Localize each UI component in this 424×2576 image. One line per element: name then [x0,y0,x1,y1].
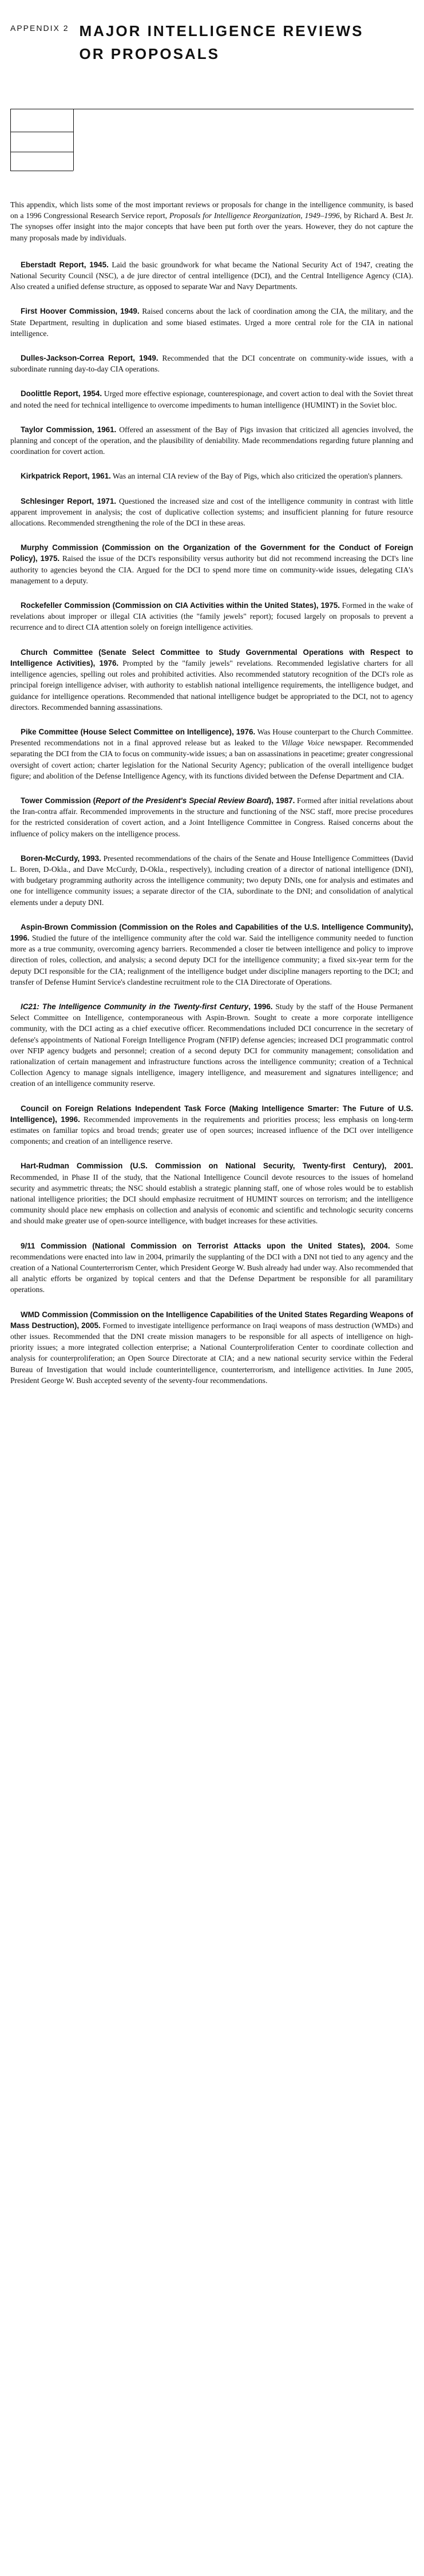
intro-text: This appendix, which lists some of the most important reviews or proposals for change in the intelligence community, is based on a 1996 Congressional Research Service report, [10,200,413,220]
entry-text-continued: newspaper. Recommended separating the DCI from the CIA to focus on community-wide issues; a ban on assassinations in peacetime; greater congressional oversight of covert action; charter legislation for the National Security Agency; publication of the overall intelligence budget figure; and abolition of the Defense Intelligence Agency, with its functions divided between the Defense Department and CIA. [10,738,413,780]
entry-text: Was an internal CIA review of the Bay of Pigs, which also criticized the operation's planners. [110,472,403,481]
entry-heading [21,796,295,805]
entry-heading-part: , 1996. [248,1002,273,1011]
entry-text: Urged more effective espionage, counterespionage, and covert action to deal with the Soviet threat and noted the need for technical intelligence to overcome impediments to human intelligence (HUMINT) in the Soviet bloc. [10,389,413,409]
entry-dulles-jackson-correa [10,353,413,374]
entry-newspaper-title: Village Voice [282,738,324,748]
intro-report-title: Proposals for Intelligence Reorganization, 1949–1996 [169,211,340,220]
entry-heading: Boren-McCurdy, 1993. [21,854,101,863]
entry-church [10,647,413,713]
entry-heading: 9/11 Commission (National Commission on Terrorist Attacks upon the United States), 2004. [21,1241,390,1250]
appendix-title: MAJOR INTELLIGENCE REVIEWS OR PROPOSALS [79,22,364,62]
entry-heading: Church Committee (Senate Select Committee to Study Governmental Operations with Respect to Intelligence Activities), 1976. [10,647,413,667]
entry-heading: Pike Committee (House Select Committee on Intelligence), 1976. [21,727,256,736]
entry-heading: Eberstadt Report, 1945. [21,260,109,269]
entry-text: Studied the future of the intelligence community after the cold war. Said the intelligence community needed to function more as a true community, overcoming agency barriers. Recommended a closer tie between intelligence and policy to improve direction of roles, collection, and analysis; a second deputy DCI for the intelligence community; a fixed six-year term for the deputy DCI responsible for the CIA; realignment of the intelligence budget under discipline managers reporting to the DCI; and transfer of Defense Humint Service's clandestine recruitment role to the CIA Directorate of Operations. [10,933,413,986]
entry-text: Recommended improvements in the requirements and priorities process; less emphasis on long-term estimates on familiar topics and broad trends; greater use of open sources; increased influence of the DCI over intelligence components; and creation of an intelligence reserve. [10,1115,413,1146]
entry-text: Offered an assessment of the Bay of Pigs invasion that criticized all agencies involved, the planning and concept of the operation, and the plausibility of deniability. Made recommendations regarding future planning and coordination for covert action. [10,425,414,456]
entry-heading-report-title: Report of the President's Special Review Board [96,796,269,805]
intro-paragraph [10,199,413,243]
entry-ic21 [10,1001,413,1089]
entry-heading: Schlesinger Report, 1971. [21,496,117,505]
entry-doolittle [10,388,413,410]
entry-heading-study-title: IC21: The Intelligence Community in the Twenty-first Century [21,1002,249,1011]
entry-text: Presented recommendations of the chairs of the Senate and House Intelligence Committees (David L. Boren, D-Okla., and Dave McCurdy, D-Okla., respectively), including creation of a director of national intelligence (DNI), with budgetary programming authority across the intelligence community; two deputy DNIs, one for analysis and estimates and one for intelligence community issues; a separate director of the CIA, subordinate to the DNI; and consolidation of analytical elements under a deputy DNI. [10,854,413,907]
entry-rockefeller [10,600,413,633]
entry-heading: Taylor Commission, 1961. [21,425,117,434]
entry-heading: Council on Foreign Relations Independent Task Force (Making Intelligence Smarter: The Future of U.S. Intelligence), 1996. [10,1104,413,1124]
entry-heading: Hart-Rudman Commission (U.S. Commission on National Security, Twenty-first Century), 2001. [21,1161,413,1171]
entry-heading: Rockefeller Commission (Commission on CIA Activities within the United States), 1975. [21,601,340,610]
entry-text: Recommended, in Phase II of the study, that the National Intelligence Council devote resources to the issues of homeland security and asymmetric threats; the NSC should establish a strategic planning staff, one of whose roles would be to establish national intelligence priorities; the DCI should emphasize recruitment of HUMINT sources on terrorism; and the intelligence community should place new emphasis on collection and analysis of economic and scientific and technologic security concerns and should make greater use of open-source intelligence, with budget increases for these activities. [10,1172,413,1226]
entry-heading-part: Tower Commission ( [21,796,96,805]
entry-kirkpatrick [10,471,413,481]
entry-text: Questioned the increased size and cost of the intelligence community in contrast with little apparent improvement in analysis; the cost of duplicative collection systems; and insufficient planning for future resource allocations. Recommended strengthening the role of the DCI in these areas. [10,496,413,528]
entry-heading: Dulles-Jackson-Correa Report, 1949. [21,354,158,363]
entry-heading: First Hoover Commission, 1949. [21,307,140,316]
entry-heading: Murphy Commission (Commission on the Organization of the Government for the Conduct of Foreign Policy), 1975. [10,543,413,563]
entry-heading [21,1002,273,1011]
entry-text: Formed after initial revelations about the Iran-contra affair. Recommended improvements in the structure and functioning of the NSC staff, more precise procedures for the restricted consideration of covert action, and a Joint Intelligence Committee in Congress. Raised concerns about the influence of policy makers on the intelligence process. [10,796,413,838]
entry-tower [10,795,413,839]
appendix-body [10,199,413,1400]
entry-council-foreign-relations [10,1103,413,1147]
entry-text: Raised concerns about the lack of coordination among the CIA, the military, and the State Department, resulting in duplication and some biased estimates. Urged a more central role for the CIA in national intelligence. [10,307,413,338]
entry-murphy [10,542,413,586]
entry-text: Raised the issue of the DCI's responsibility versus authority but did not recommend increasing the DCI's line authority to agencies beyond the CIA. Argued for the DCI to spend more time on community-wide issues, delegating CIA's management to a deputy. [10,554,413,585]
entry-taylor [10,424,413,457]
entry-aspin-brown [10,922,413,987]
entry-9-11-commission [10,1240,413,1295]
entry-first-hoover [10,306,413,339]
entry-text: Was House counterpart to the Church Committee. Presented recommendations not in a final approved release but as leaked to the [10,727,413,748]
entry-schlesinger [10,496,413,529]
entry-pike [10,726,413,781]
entry-text: Formed to investigate intelligence performance on Iraqi weapons of mass destruction (WMDs) and other issues. Recommended that the DNI create mission managers to be responsible for all aspects of intelligence on high-priority issues; a more integrated collection enterprise; a National Counterproliferation Center to coordinate collection and analysis for counterproliferation; an Open Source Directorate at CIA; and a new national security service within the Federal Bureau of Investigation that would include counterintelligence, counterterrorism, and intelligence activities. In June 2005, President George W. Bush accepted seventy of the seventy-four recommendations. [10,1321,413,1385]
appendix-label: APPENDIX 2 [10,23,69,33]
entry-text: Recommended that the DCI concentrate on community-wide issues, with a subordinate running day-to-day CIA operations. [10,354,414,374]
intro-text-continued: , by Richard A. Best Jr. The synopses offer insight into the major concepts that have been put forth over the years. However, they do not capture the many proposals made by individuals. [10,211,413,242]
entry-heading-part: ), 1987. [268,796,295,805]
entry-heading: Kirkpatrick Report, 1961. [21,472,111,481]
entry-text: Study by the staff of the House Permanent Select Committee on Intelligence, contemporaneous with Aspin-Brown. Sought to create a more corporate intelligence community, with the DCI acting as a chief executive officer. Recommendations included DCI concurrence in the secretary of defense's appointments of National Foreign Intelligence Program (NFIP) defense agencies; increased DCI programmatic control over NFIP agency budgets and personnel; creation of a second deputy DCI for community management; consolidation and rationalization of certain management and infrastructure functions across the intelligence community; creation of a Technical Collection Agency to manage signals intelligence, imagery intelligence, and measurement and signatures intelligence; and creation of an intelligence community reserve. [10,1002,414,1088]
entry-text: Prompted by the "family jewels" revelations. Recommended legislative charters for all intelligence agencies, spelling out roles and prohibited activities. Also recommended statutory recognition of the DCI's role as principal foreign intelligence adviser, with authority to establish national intelligence requirements, the intelligence budget, and guidance for intelligence operations. Recommended that national intelligence budget be appropriated to the DCI, not to agency directors. Recommended banning assassinations. [10,658,414,712]
entry-text: Formed in the wake of revelations about improper or illegal CIA activities (the "family jewels" report); focused largely on proposals to prevent a recurrence and to direct CIA attention solely on foreign intelligence activities. [10,601,413,632]
entry-hart-rudman [10,1160,413,1226]
entry-boren-mccurdy [10,853,413,908]
entry-text: Some recommendations were enacted into law in 2004, primarily the supplanting of the DCI with a DNI not tied to any agency and the creation of a National Counterterrorism Center, which President George W. Bush already had under way. Also recommended that all analytic efforts be organized by topical centers and that the Defense Department be responsible for all paramilitary operations. [10,1241,413,1294]
entry-eberstadt [10,259,413,293]
decorative-rule-box [10,109,414,172]
entry-heading: WMD Commission (Commission on the Intelligence Capabilities of the United States Regarding Weapons of Mass Destruction), 2005. [10,1310,413,1330]
entry-heading: Aspin-Brown Commission (Commission on the Roles and Capabilities of the U.S. Intelligence Community), 1996. [10,922,413,942]
entry-wmd-commission [10,1309,413,1386]
entry-heading: Doolittle Report, 1954. [21,389,102,398]
appendix-header [10,19,411,65]
entry-text: Laid the basic groundwork for what became the National Security Act of 1947, creating the National Security Council (NSC), a de jure director of central intelligence (DCI), and the Central Intelligence Agency (CIA). Also created a unified defense structure, as opposed to separate War and Navy Departments. [10,260,413,291]
